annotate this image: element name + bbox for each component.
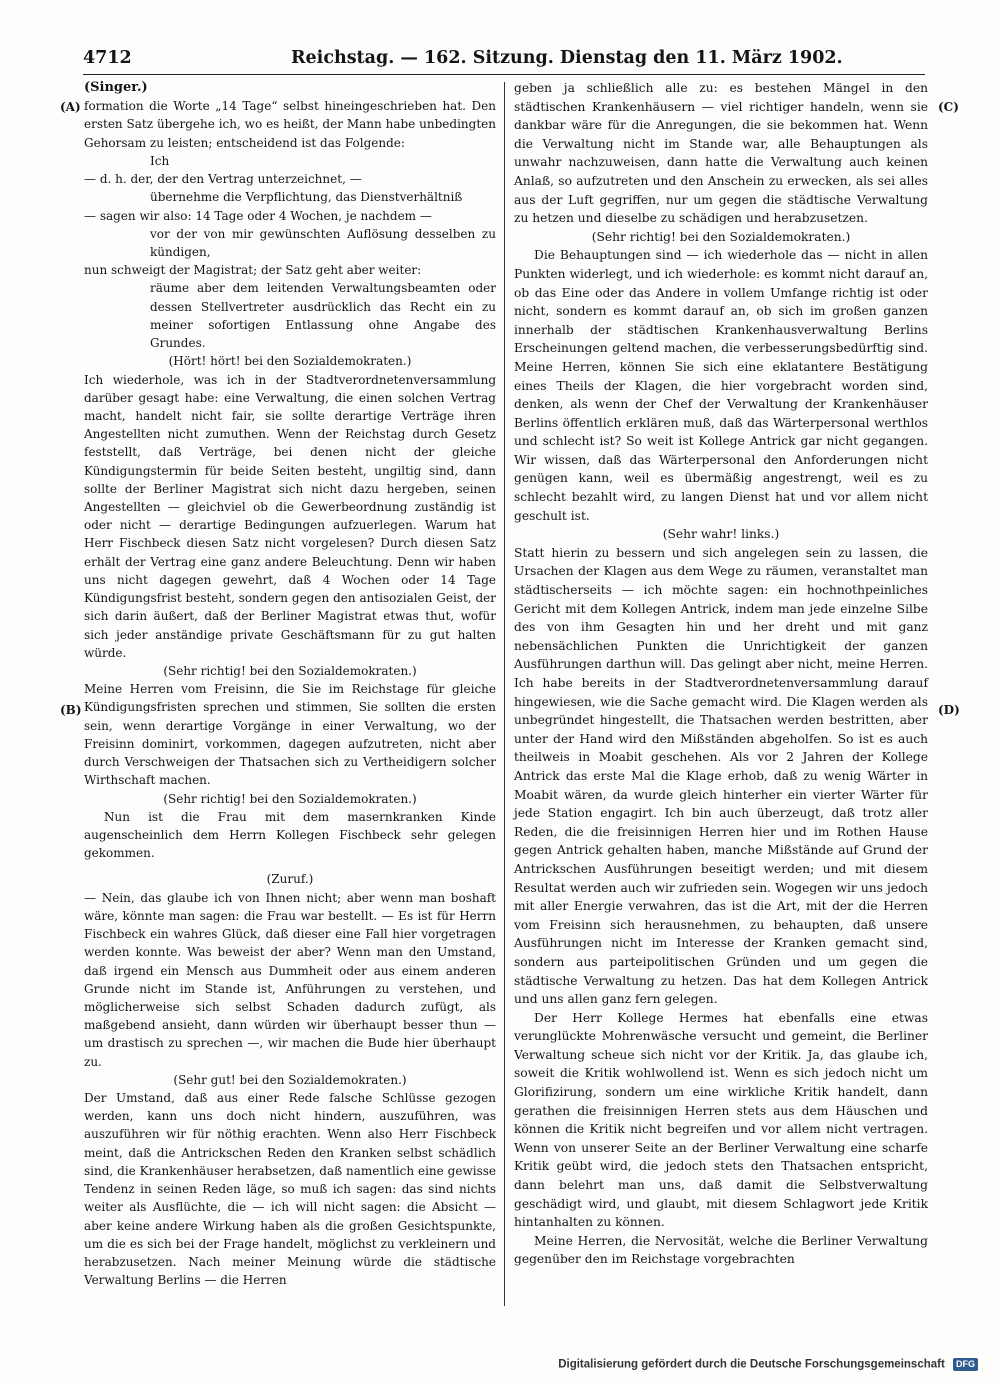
paragraph: nun schweigt der Magistrat; der Satz geht aber weiter: xyxy=(84,263,422,278)
quote-line: vor der von mir gewünschten Auflösung desselben zu kündigen, xyxy=(150,226,496,259)
page-header xyxy=(83,48,925,76)
page-number: 4712 xyxy=(83,48,132,68)
paragraph: Die Behauptungen sind — ich wiederhole das — nicht in allen Punkten widerlegt, und ich wiederhole: es kommt nicht darauf an, ob das Eine oder das Andere in vollem Umfange richtig ist oder nicht, sondern es kommt darauf an, ob sich im großen ganzen innerhalb der städtischen Krankenhausverwaltung Berlins Erscheinungen geltend machen, die verbesserungsbedürftig sind. Meine Herren, können Sie sich eine eklatantere Bestätigung eines Theils der Klagen, die hier vorgebracht worden sind, denken, als wenn der Chef der Verwaltung der Krankenhäuser Berlins öffentlich erklären muß, daß das Wärterpersonal werthlos und schlecht ist? So weit ist Kollege Antrick gar nicht gegangen. Wir wissen, daß das Wärterpersonal den Anforderungen nicht genügen kann, weil es übermäßig angestrengt, weil es zu schlecht bezahlt wird, zu langen Dienst hat und vor allem nicht geschult ist. xyxy=(514,248,928,523)
margin-mark-c: (C) xyxy=(938,100,959,114)
audience-reaction: (Sehr richtig! bei den Sozialdemokraten.) xyxy=(163,664,417,678)
interjection-line: — d. h. der, der den Vertrag unterzeichnet, — xyxy=(84,172,362,187)
paragraph: formation die Worte „14 Tage“ selbst hineingeschrieben hat. Den ersten Satz übergehe ich, wo es heißt, der Mann habe unbedingten Gehorsam zu leisten; entscheidend ist das Folgende: xyxy=(84,99,496,150)
credit-text: Digitalisierung gefördert durch die Deutsche Forschungsgemeinschaft xyxy=(558,1358,945,1371)
paragraph: Meine Herren vom Freisinn, die Sie im Reichstage für gleiche Kündigungsfristen sprechen und stimmen, Sie sollten die ersten sein, wenn derartige Vorgänge in einer Verwaltung, wo der Freisinn dominirt, vorkommen, dagegen aufzutreten, nicht aber durch Verschweigen der Thatsachen sich zu Vertheidigern solcher Wirthschaft machen. xyxy=(84,682,496,788)
audience-reaction: (Sehr gut! bei den Sozialdemokraten.) xyxy=(173,1072,407,1087)
header-rule xyxy=(83,74,925,75)
paragraph: — Nein, das glaube ich von Ihnen nicht; aber wenn man boshaft wäre, könnte man sagen: die Frau war bestellt. — Es ist für Herrn Fischbeck ein wahres Glück, daß dieser eine Fall hier vorgetragen werden konnte. Was beweist der aber? Wenn man den Umstand, daß irgend ein Mensch aus Dummheit oder aus einem anderen Grunde nicht im Stande ist, Anführungen zu verstehen, und möglicherweise sich selbst Schaden dadurch zufügt, als maßgebend ansieht, dann würden wir überhaupt besser thun — um drastisch zu sprechen —, wir machen die Bude hier überhaupt zu. xyxy=(84,890,496,1069)
speaker-name: (Singer.) xyxy=(84,80,148,95)
paragraph: Nun ist die Frau mit dem masernkranken Kinde augenscheinlich dem Herrn Kollegen Fischbeck sehr gelegen gekommen. xyxy=(84,809,496,861)
interjection-line: — sagen wir also: 14 Tage oder 4 Wochen, je nachdem — xyxy=(84,208,432,223)
audience-reaction: (Sehr richtig! bei den Sozialdemokraten.) xyxy=(163,791,417,806)
quote-line: räume aber dem leitenden Verwaltungsbeamten oder dessen Stellvertreter ausdrücklich das Recht ein zu meiner sofortigen Entlassung ohne Angabe des Grundes. xyxy=(150,281,496,351)
margin-mark-b: (B) xyxy=(60,703,82,717)
paragraph: Statt hierin zu bessern und sich angelegen sein zu lassen, die Ursachen der Klagen aus dem Wege zu räumen, veranstaltet man städtischerseits — ich möchte sagen: ein hochnothpeinliches Gericht mit dem Kollegen Antrick, indem man jede einzelne Silbe des von ihm Gesagten hin und her dreht und mit ganz nebensächlichen Punkten die Unrichtigkeit der ganzen Ausführungen darthun will. Das gelingt aber nicht, meine Herren. Ich habe bereits in der Stadtverordnetenversammlung darauf hingewiesen, wie die Sache gemacht wird. Die Klagen werden als unbegründet hingestellt, die Thatsachen werden bestritten, aber unter der Hand wird den Mißständen abgeholfen. So ist es auch theilweis in Moabit geschehen. Als vor 2 Jahren der Kollege Antrick das erste Mal die Klage erhob, daß zu wenig Wärter in Moabit wären, da wurde gleich hinterher ein vierter Wärter für jede Station engagirt. Ich bin auch überzeugt, daß trotz aller Reden, die die freisinnigen Herren hier und im Rothen Hause gegen Antrick gehalten haben, manche Mißstände auf Grund der Antrickschen Ausführungen beseitigt werden; und mit diesem Resultat werden auch wir zufrieden sein. Wogegen wir uns jedoch mit aller Energie verwahren, das ist die Art, mit der die Herren vom Freisinn sich herausnehmen, zu behaupten, daß unsere Ausführungen nicht im Interesse der Kranken gemacht sind, sondern aus parteipolitischen Gründen und um gegen die städtische Verwaltung zu hetzen. Das hat dem Kollegen Antrick und uns allen ganz fern gelegen. xyxy=(514,545,928,1007)
paragraph: Meine Herren, die Nervosität, welche die Berliner Verwaltung gegenüber den im Reichstage vorgebrachten xyxy=(514,1233,928,1267)
digitization-credit xyxy=(558,1358,978,1371)
column-divider xyxy=(504,82,505,1306)
right-column xyxy=(514,79,928,1269)
quote-line: Ich xyxy=(150,153,170,168)
dfg-logo: DFG xyxy=(953,1358,978,1371)
audience-reaction: (Zuruf.) xyxy=(266,872,314,887)
paragraph: Der Umstand, daß aus einer Rede falsche Schlüsse gezogen werden, kann uns doch nicht hindern, auszuführen, was auszuführen wir für nöthig erachten. Wenn also Herr Fischbeck meint, daß die Antrickschen Reden den Kranken selbst schädlich sind, die Krankenhäuser herabsetzen, daß namentlich eine gewisse Tendenz in seinen Reden läge, so muß ich sagen: das sind nichts weiter als Ausflüchte, die — ich will nicht sagen: die Absicht — aber keine andere Wirkung haben als die großen Gesichtspunkte, um die es sich bei der Frage handelt, möglichst zu verkleinern und herabzusetzen. Nach meiner Meinung würde die städtische Verwaltung Berlins — die Herren xyxy=(84,1091,496,1288)
left-column xyxy=(84,79,496,1289)
paragraph: Der Herr Kollege Hermes hat ebenfalls eine etwas verunglückte Mohrenwäsche versucht und gemeint, die Berliner Verwaltung scheue sich nicht vor der Kritik. Ja, das glaube ich, soweit die Kritik wohlwollend ist. Wenn es sich jedoch nicht um Glorifizirung, sondern um eine wirkliche Kritik handelt, dann gerathen die freisinnigen Herren stets aus dem Häuschen und können die Kritik nicht begreifen und vor allem nicht vertragen. Wenn von unserer Seite an der Berliner Verwaltung eine scharfe Kritik geübt wird, die jedoch stets den Thatsachen entspricht, dann belehrt man uns, daß damit die Selbstverwaltung geschädigt wird, und glaubt, mit diesem Schlagwort jede Kritik hintanhalten zu können. xyxy=(514,1010,928,1230)
paragraph: Ich wiederhole, was ich in der Stadtverordnetenversammlung darüber gesagt habe: eine Verwaltung, die einen solchen Vertrag macht, handelt nicht fair, sie sollte derartige Verträge ihren Angestellten nicht zumuthen. Wenn der Reichstag durch Gesetz feststellt, daß Verträge, bei denen nicht der gleiche Kündigungstermin für beide Seiten besteht, ungiltig sind, dann sollte der Berliner Magistrat sich nicht dazu hergeben, seinen Angestellten — gleichviel ob die Gewerbeordnung zuständig ist oder nicht — derartige Bedingungen aufzuerlegen. Warum hat Herr Fischbeck diesen Satz nicht vorgelesen? Durch diesen Satz erhält der Vertrag eine ganz andere Beleuchtung. Denn wir haben uns nicht dagegen gewehrt, daß 4 Wochen oder 14 Tage Kündigungsfrist besteht, sondern gegen den antisozialen Geist, der sich darin äußert, daß der Berliner Magistrat etwas thut, wofür sich jeder anständige private Geschäftsmann für zu gut halten würde. xyxy=(84,372,496,660)
audience-reaction: (Hört! hört! bei den Sozialdemokraten.) xyxy=(168,354,412,369)
audience-reaction: (Sehr richtig! bei den Sozialdemokraten.) xyxy=(591,229,851,244)
running-title: Reichstag. — 162. Sitzung. Dienstag den 11. März 1902. xyxy=(291,48,843,68)
margin-mark-d: (D) xyxy=(938,703,960,717)
audience-reaction: (Sehr wahr! links.) xyxy=(662,527,780,542)
margin-mark-a: (A) xyxy=(60,100,81,114)
quote-line: übernehme die Verpflichtung, das Dienstverhältniß xyxy=(150,190,463,205)
paragraph: geben ja schließlich alle zu: es bestehen Mängel in den städtischen Krankenhäusern — viel richtiger handeln, wenn sie dankbar wäre für die Anregungen, die sie bekommen hat. Wenn die Verwaltung nicht im Stande war, alle Behauptungen als unwahr nachzuweisen, dann hatte die Verwaltung auch keinen Anlaß, so aufzutreten und den Anschein zu erwecken, als sei alles aus der Luft gegriffen, nur um gegen die städtische Verwaltung zu hetzen und dieselbe zu schädigen und herabzusetzen. xyxy=(514,81,928,226)
